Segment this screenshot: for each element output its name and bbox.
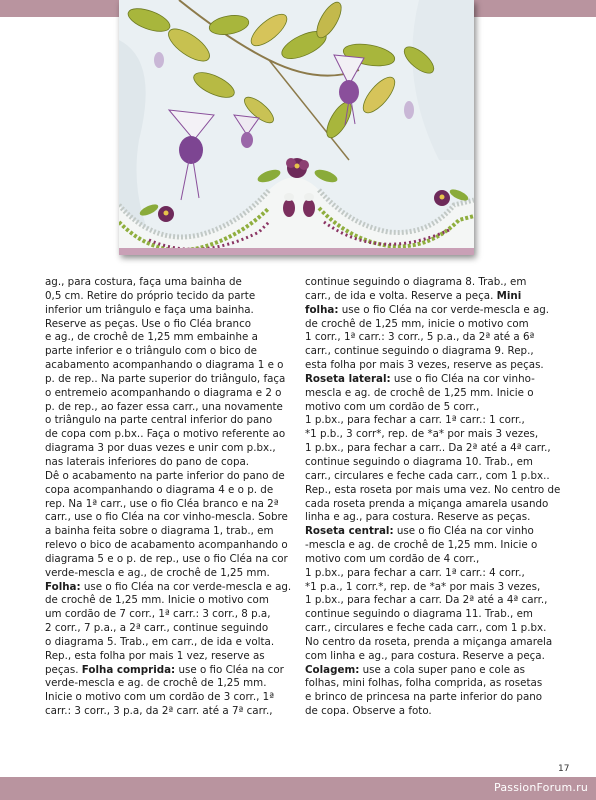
text-line [305, 705, 565, 719]
text-run: *1 p.a., 1 corr.*, rep. de *a* por mais 3 vezes, [305, 580, 541, 593]
text-run: e ag., de crochê de 1,25 mm embainhe a [45, 331, 258, 344]
section-heading: folha: [305, 303, 339, 316]
text-line [45, 442, 305, 456]
text-line [45, 470, 305, 484]
text-line [45, 456, 305, 470]
text-run: de crochê de 1,25 mm. Inicie o motivo com [45, 594, 269, 607]
text-run: copa acompanhando o diagrama 4 e o p. de [45, 483, 274, 496]
text-line [305, 525, 565, 539]
text-run: um cordão de 7 corr., 1ª carr.: 3 corr., 8 p.a, [45, 608, 271, 621]
text-line [45, 636, 305, 650]
text-line [45, 359, 305, 373]
text-line [305, 331, 565, 345]
text-run: carr., circulares e feche cada carr., com 1 p.bx. [305, 622, 547, 635]
text-run: 1 corr., 1ª carr.: 3 corr., 5 p.a., da 2ª até a 6ª [305, 331, 535, 344]
text-line [45, 594, 305, 608]
section-heading: Folha: [45, 580, 81, 593]
text-run: 1 p.bx., para fechar a carr. Da 2ª até a 4ª carr., [305, 594, 548, 607]
text-run: acabamento acompanhando o diagrama 1 e o [45, 359, 284, 372]
text-line [305, 290, 565, 304]
text-line [305, 539, 565, 553]
section-heading: Mini [496, 289, 522, 302]
text-run: relevo o bico de acabamento acompanhando o [45, 539, 288, 552]
text-line [45, 484, 305, 498]
text-run: e brinco de princesa na parte inferior do pano [305, 691, 543, 704]
section-heading: Roseta lateral: [305, 372, 391, 385]
text-line [45, 677, 305, 691]
text-run: 2 corr., 7 p.a., a 2ª carr., continue seguindo [45, 622, 269, 635]
text-line [45, 318, 305, 332]
text-line [305, 608, 565, 622]
text-line [45, 608, 305, 622]
text-line [305, 373, 565, 387]
text-run: de copa. Observe a foto. [305, 705, 432, 718]
text-line [45, 304, 305, 318]
text-line [45, 331, 305, 345]
text-run: continue seguindo o diagrama 11. Trab., em [305, 608, 533, 621]
text-line [45, 373, 305, 387]
text-line [45, 622, 305, 636]
text-run: a bainha feita sobre o diagrama 1, trab., em [45, 525, 274, 538]
text-line [305, 484, 565, 498]
text-line [305, 387, 565, 401]
text-run: Rep., esta folha por mais 1 vez, reserve as [45, 649, 265, 662]
text-line [305, 428, 565, 442]
text-run: nas laterais inferiores do pano de copa. [45, 455, 250, 468]
text-line [305, 553, 565, 567]
text-run: cada roseta prenda a miçanga amarela usando [305, 497, 549, 510]
text-line [45, 387, 305, 401]
text-run: 0,5 cm. Retire do próprio tecido da parte [45, 289, 256, 302]
text-line [45, 691, 305, 705]
text-run: 1 p.bx., para fechar a carr. 1ª carr.: 4 corr., [305, 566, 525, 579]
text-line [305, 401, 565, 415]
text-line [45, 401, 305, 415]
text-column-right [305, 276, 565, 719]
text-line [305, 664, 565, 678]
text-run: carr., continue seguindo o diagrama 9. Rep., [305, 345, 534, 358]
section-heading: Folha comprida: [81, 663, 176, 676]
text-line [305, 345, 565, 359]
text-line [45, 650, 305, 664]
text-line [45, 525, 305, 539]
text-run: use o fio Cléa na cor vinho- [390, 372, 535, 385]
text-run: *1 p.b., 3 corr*, rep. de *a* por mais 3 vezes, [305, 428, 539, 441]
text-line [45, 553, 305, 567]
section-heading: Colagem: [305, 663, 360, 676]
text-run: verde-mescla e ag., de crochê de 1,25 mm. [45, 566, 270, 579]
text-line [45, 664, 305, 678]
text-line [45, 428, 305, 442]
text-run: 1 p.bx., para fechar a carr. 1ª carr.: 1 corr., [305, 414, 525, 427]
text-run: use o fio Cléa na cor [175, 663, 284, 676]
text-line [305, 414, 565, 428]
text-run: folhas, mini folhas, folha comprida, as rosetas [305, 677, 543, 690]
text-run: de copa com p.bx.. Faça o motivo referente ao [45, 428, 286, 441]
text-run: -mescla e ag. de crochê de 1,25 mm. Inicie o [305, 539, 538, 552]
text-run: carr.: 3 corr., 3 p.a, da 2ª carr. até a 7ª carr., [45, 705, 273, 718]
text-line [45, 276, 305, 290]
text-line [305, 276, 565, 290]
watermark: PassionForum.ru [494, 781, 588, 794]
text-run: p. de rep.. Na parte superior do triângulo, faça [45, 372, 286, 385]
text-line [45, 705, 305, 719]
text-line [305, 677, 565, 691]
text-line [305, 581, 565, 595]
text-line [305, 594, 565, 608]
text-line [305, 442, 565, 456]
text-run: o triângulo na parte central inferior do pano [45, 414, 273, 427]
text-run: carr., de ida e volta. Reserve a peça. [305, 289, 497, 302]
text-line [305, 567, 565, 581]
text-line [45, 498, 305, 512]
text-run: de crochê de 1,25 mm, inicie o motivo com [305, 317, 529, 330]
text-line [45, 539, 305, 553]
text-run: No centro da roseta, prenda a miçanga amarela [305, 635, 553, 648]
text-line [305, 318, 565, 332]
text-run: Inicie o motivo com um cordão de 3 corr., 1ª [45, 691, 275, 704]
text-run: o entremeio acompanhando o diagrama e 2 o [45, 386, 282, 399]
text-line [305, 470, 565, 484]
text-run: diagrama 5 e o p. de rep., use o fio Cléa na cor [45, 552, 288, 565]
text-run: use o fio Cléa na cor verde-mescla e ag. [338, 303, 550, 316]
text-run: verde-mescla e ag. de crochê de 1,25 mm. [45, 677, 267, 690]
text-run: rep. Na 1ª carr., use o fio Cléa branco e na 2ª [45, 497, 279, 510]
text-run: esta folha por mais 3 vezes, reserve as peças. [305, 359, 544, 372]
text-run: diagrama 3 por duas vezes e unir com p.bx., [45, 442, 276, 455]
text-run: motivo com um cordão de 4 corr., [305, 552, 480, 565]
text-line [45, 511, 305, 525]
text-run: o diagrama 5. Trab., em carr., de ida e volta. [45, 635, 275, 648]
section-heading: Roseta central: [305, 525, 394, 538]
text-run: Dê o acabamento na parte inferior do pano de [45, 469, 285, 482]
text-run: ag., para costura, faça uma bainha de [45, 276, 242, 288]
text-line [45, 567, 305, 581]
text-run: peças. [45, 663, 82, 676]
text-line [45, 414, 305, 428]
text-run: Rep., esta roseta por mais uma vez. No centro de [305, 483, 561, 496]
text-run: inferior um triângulo e faça uma bainha. [45, 303, 254, 316]
text-run: use o fio Cléa na cor vinho [393, 525, 534, 538]
text-line [305, 456, 565, 470]
text-column-left [45, 276, 305, 719]
text-line [305, 359, 565, 373]
text-line [305, 511, 565, 525]
text-run: carr., circulares e feche cada carr., com 1 p.bx.. [305, 469, 550, 482]
text-line [45, 290, 305, 304]
text-line [45, 581, 305, 595]
text-run: linha e ag., para costura. Reserve as peças. [305, 511, 531, 524]
text-line [305, 498, 565, 512]
text-run: continue seguindo o diagrama 8. Trab., em [305, 276, 527, 288]
text-run: carr., use o fio Cléa na cor vinho-mescla. Sobre [45, 511, 288, 524]
text-run: use o fio Cléa na cor verde-mescla e ag. [80, 580, 292, 593]
text-run: Reserve as peças. Use o fio Cléa branco [45, 317, 252, 330]
product-photo [119, 0, 474, 255]
text-run: use a cola super pano e cole as [359, 663, 525, 676]
text-run: motivo com um cordão de 5 corr., [305, 400, 480, 413]
text-run: 1 p.bx., para fechar a carr.. Da 2ª até a 4ª carr., [305, 442, 551, 455]
text-run: parte inferior e o triângulo com o bico de [45, 345, 257, 358]
text-line [305, 650, 565, 664]
text-line [45, 345, 305, 359]
text-line [305, 304, 565, 318]
text-line [305, 622, 565, 636]
text-run: com linha e ag., para costura. Reserve a peça. [305, 649, 545, 662]
page-number: 17 [558, 764, 570, 774]
text-run: mescla e ag. de crochê de 1,25 mm. Inicie o [305, 386, 534, 399]
text-line [305, 636, 565, 650]
text-run: p. de rep., ao fazer essa carr., una novamente [45, 400, 283, 413]
text-run: continue seguindo o diagrama 10. Trab., em [305, 455, 533, 468]
text-line [305, 691, 565, 705]
